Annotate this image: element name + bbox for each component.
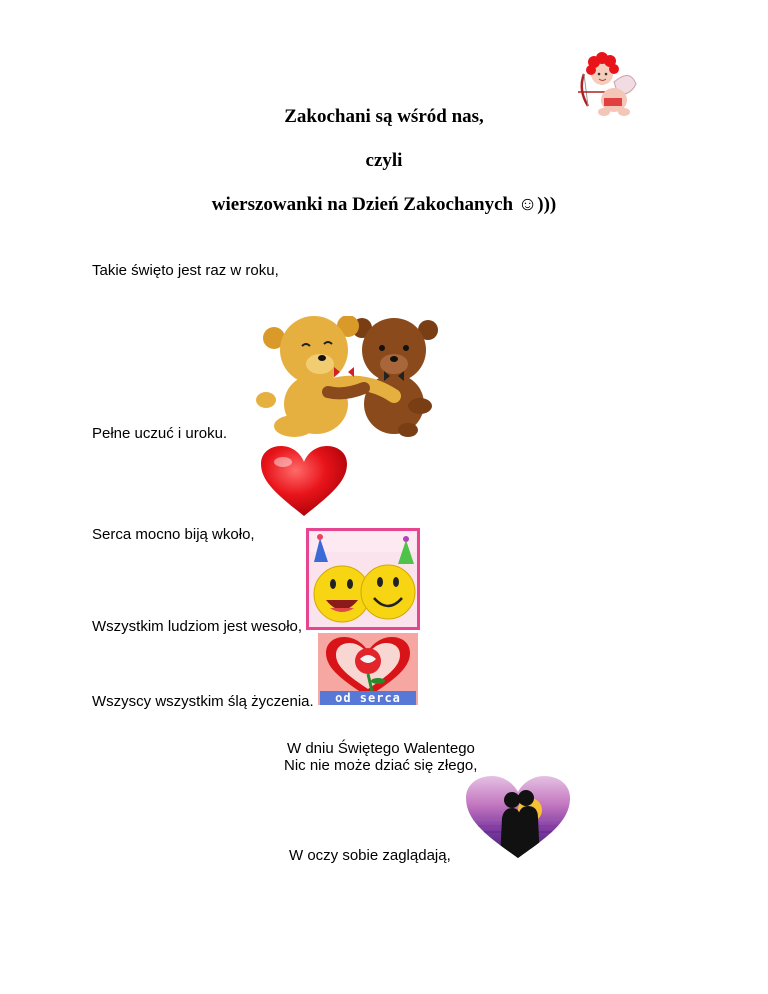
two-smileys-party-icon [306,528,420,630]
rose-heart-card-icon [318,633,418,705]
poem-line-6: W dniu Świętego Walentego [287,740,475,757]
page-title: Zakochani są wśród nas, [284,106,484,127]
poem-line-1: Takie święto jest raz w roku, [92,262,279,279]
page-subtitle-connector: czyli [365,150,403,171]
poem-line-7: Nic nie może dziać się złego, [284,757,478,774]
poem-line-3: Serca mocno biją wkoło, [92,526,255,543]
page-subtitle: wierszowanki na Dzień Zakochanych ☺))) [211,194,557,215]
teddy-bears-hug-icon [244,316,449,438]
poem-line-8: W oczy sobie zaglądają, [289,847,451,864]
poem-line-4: Wszystkim ludziom jest wesoło, [92,618,303,635]
poem-line-5: Wszyscy wszystkim ślą życzenia. [92,693,314,710]
red-heart-icon [259,444,349,518]
couple-silhouette-heart-icon [464,774,572,860]
rose-card-caption: od serca [320,691,416,705]
poem-line-2: Pełne uczuć i uroku. [92,425,228,442]
